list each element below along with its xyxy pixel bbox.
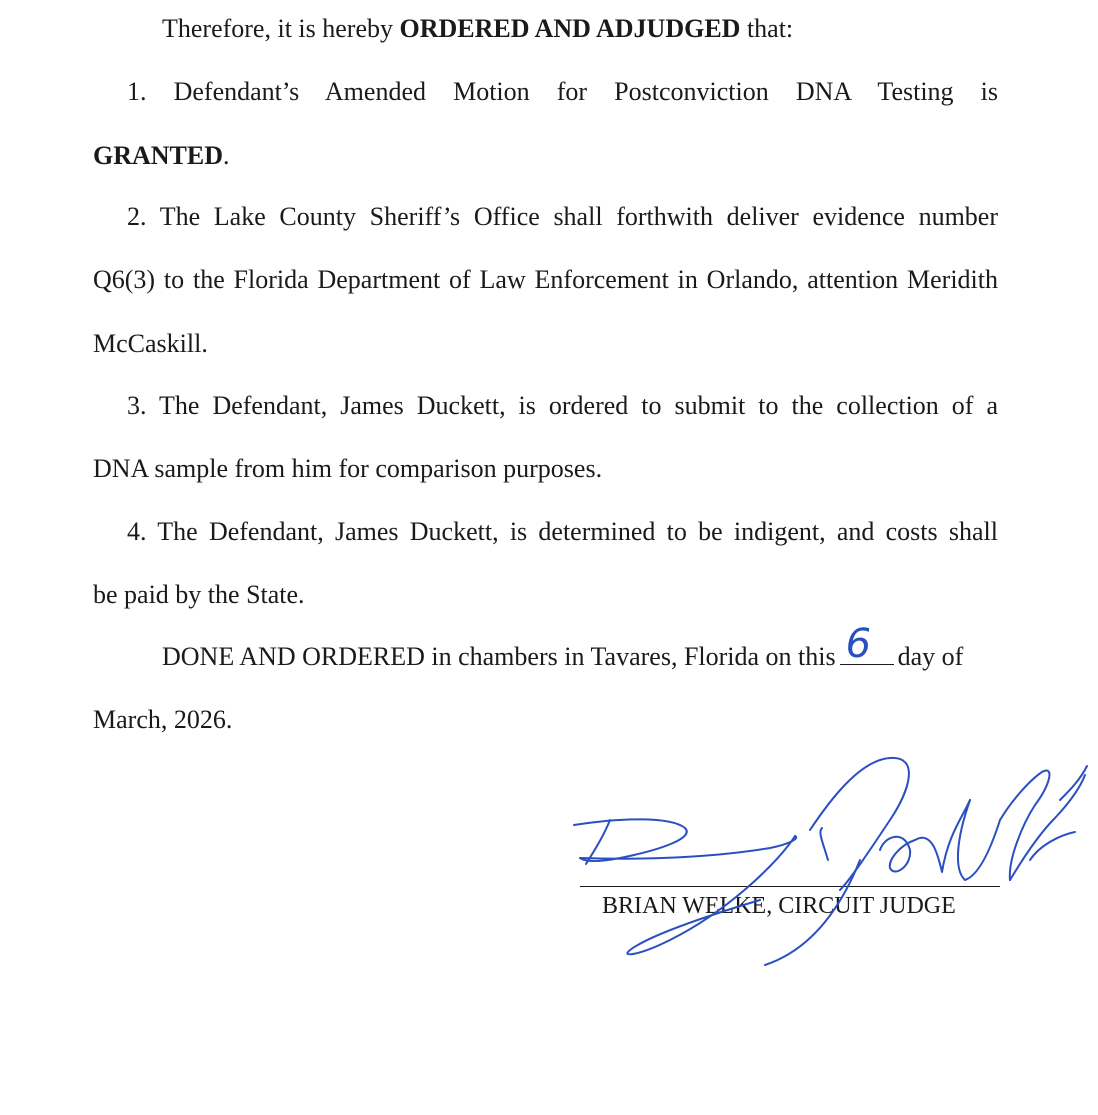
granted-period: . — [223, 141, 230, 170]
item-2-line-2: Q6(3) to the Florida Department of Law Enforcement in Orlando, attention Meridith — [93, 265, 998, 294]
item-3-line-1: 3. The Defendant, James Duckett, is ordered to submit to the collection of a — [127, 391, 998, 420]
judge-signature — [560, 740, 1098, 980]
handwritten-day: 6 — [845, 621, 872, 667]
intro-prefix: Therefore, it is hereby — [162, 14, 400, 43]
granted-text: GRANTED — [93, 141, 224, 170]
closing-date-line: March, 2026. — [93, 705, 233, 734]
intro-bold: ORDERED AND ADJUDGED — [399, 14, 741, 43]
closing-suffix: day of — [897, 642, 964, 671]
item-1-line-1: 1. Defendant’s Amended Motion for Postconviction DNA Testing is — [127, 77, 998, 106]
item-1-line-2 — [93, 141, 998, 171]
item-2-line-1: 2. The Lake County Sheriff’s Office shall forthwith deliver evidence number — [127, 202, 998, 231]
ordered-intro — [162, 14, 998, 44]
item-4-line-1: 4. The Defendant, James Duckett, is determined to be indigent, and costs shall — [127, 517, 998, 546]
item-3-line-2: DNA sample from him for comparison purposes. — [93, 454, 603, 483]
closing-prefix: DONE AND ORDERED in chambers in Tavares, Florida on this — [162, 642, 836, 671]
item-2-line-3: McCaskill. — [93, 329, 208, 358]
judge-name-title: BRIAN WELKE, CIRCUIT JUDGE — [602, 893, 956, 919]
day-blank — [840, 621, 894, 667]
done-and-ordered-line — [162, 621, 998, 672]
intro-suffix: that: — [740, 14, 794, 43]
item-4-line-2: be paid by the State. — [93, 580, 305, 609]
